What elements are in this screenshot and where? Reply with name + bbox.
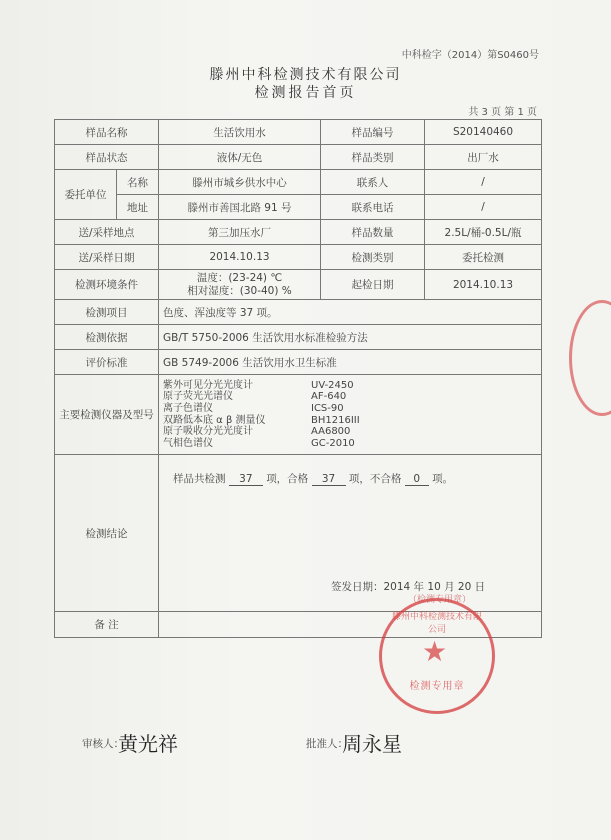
row-instruments (55, 375, 542, 455)
value-date: 2014.10.13 (159, 245, 321, 270)
row-client-address (55, 195, 542, 220)
value-contact: / (425, 170, 542, 195)
value-quantity: 2.5L/桶-0.5L/瓶 (425, 220, 542, 245)
label-contact-phone: 联系电话 (321, 195, 425, 220)
env-temperature: 温度：(23-24) ℃ (196, 271, 283, 284)
value-start-date: 2014.10.13 (425, 270, 542, 300)
env-humidity: 相对湿度：(30-40) % (187, 284, 292, 297)
label-start-date: 起检日期 (321, 270, 425, 300)
label-standard: 评价标准 (55, 350, 159, 375)
seal-star-icon: ★ (422, 635, 448, 668)
value-sample-type: 出厂水 (425, 145, 542, 170)
value-test-type: 委托检测 (425, 245, 542, 270)
approver-label: 批准人： (306, 738, 348, 750)
label-sample-type: 样品类别 (321, 145, 425, 170)
label-test-type: 检测类别 (321, 245, 425, 270)
value-contact-phone: / (425, 195, 542, 220)
value-sample-name: 生活饮用水 (159, 120, 321, 145)
report-title: 检测报告首页 (254, 85, 357, 101)
org-name: 滕州中科检测技术有限公司 (209, 67, 402, 83)
row-sample-name (55, 120, 542, 145)
seal-note: （检测专用章） (408, 595, 472, 605)
value-standard: GB 5749-2006 生活饮用水卫生标准 (159, 350, 542, 375)
page-count: 共 3 页 第 1 页 (468, 107, 537, 118)
value-location: 第三加压水厂 (159, 220, 321, 245)
instrument-item: 离子色谱仪 ICS-90 (163, 402, 344, 414)
seal-ring-text: 滕州中科检测技术有限公司 (392, 612, 483, 635)
row-environment (55, 270, 542, 300)
report-table (54, 119, 542, 638)
value-sample-no: S20140460 (425, 120, 542, 145)
label-conclusion: 检测结论 (55, 455, 159, 612)
label-client: 委托单位 (55, 170, 117, 220)
conclusion-summary: 样品共检测 37 项，合格 37 项，不合格 0 项。 (173, 473, 454, 485)
report-code: 中科检字（2014）第S0460号 (401, 50, 539, 61)
seal-center-text: 检测专用章 (409, 681, 465, 692)
instrument-item: 紫外可见分光光度计 UV-2450 (163, 379, 354, 391)
label-items: 检测项目 (55, 300, 159, 325)
label-date: 送/采样日期 (55, 245, 159, 270)
reviewer-label: 审核人： (82, 738, 124, 750)
conclusion-cell (159, 455, 542, 612)
fail-count: 0 (405, 473, 429, 486)
approver-signature: 周永星 (342, 732, 402, 756)
row-sample-state (55, 145, 542, 170)
label-sample-state: 样品状态 (55, 145, 159, 170)
instrument-item: 原子吸收分光光度计 AA6800 (163, 426, 351, 438)
sign-date: 签发日期：2014 年 10 月 20 日 (331, 581, 486, 593)
label-sample-name: 样品名称 (55, 120, 159, 145)
value-sample-state: 液体/无色 (159, 145, 321, 170)
label-client-name: 名称 (117, 170, 159, 195)
total-count: 37 (229, 473, 263, 486)
row-items (55, 300, 542, 325)
value-items: 色度、浑浊度等 37 项。 (159, 300, 542, 325)
instrument-list (159, 375, 542, 455)
value-env (159, 270, 321, 300)
label-basis: 检测依据 (55, 325, 159, 350)
reviewer-signature: 黄光祥 (118, 732, 178, 756)
instrument-item: 原子荧光光谱仪 AF-640 (163, 391, 347, 403)
value-basis: GB/T 5750-2006 生活饮用水标准检验方法 (159, 325, 542, 350)
label-quantity: 样品数量 (321, 220, 425, 245)
value-client-name: 滕州市城乡供水中心 (159, 170, 321, 195)
row-basis (55, 325, 542, 350)
company-seal (379, 598, 495, 714)
label-sample-no: 样品编号 (321, 120, 425, 145)
label-contact: 联系人 (321, 170, 425, 195)
row-location (55, 220, 542, 245)
label-env: 检测环境条件 (55, 270, 159, 300)
instrument-item: 气相色谱仪 GC-2010 (163, 437, 355, 449)
value-client-address: 滕州市善国北路 91 号 (159, 195, 321, 220)
label-instruments: 主要检测仪器及型号 (55, 375, 159, 455)
instrument-item: 双路低本底 α β 测量仪 BH1216III (163, 414, 360, 426)
label-remarks: 备 注 (55, 612, 159, 638)
row-client-name (55, 170, 542, 195)
row-standard (55, 350, 542, 375)
pass-count: 37 (312, 473, 346, 486)
row-conclusion (55, 455, 542, 612)
label-location: 送/采样地点 (55, 220, 159, 245)
label-client-address: 地址 (117, 195, 159, 220)
row-date (55, 245, 542, 270)
